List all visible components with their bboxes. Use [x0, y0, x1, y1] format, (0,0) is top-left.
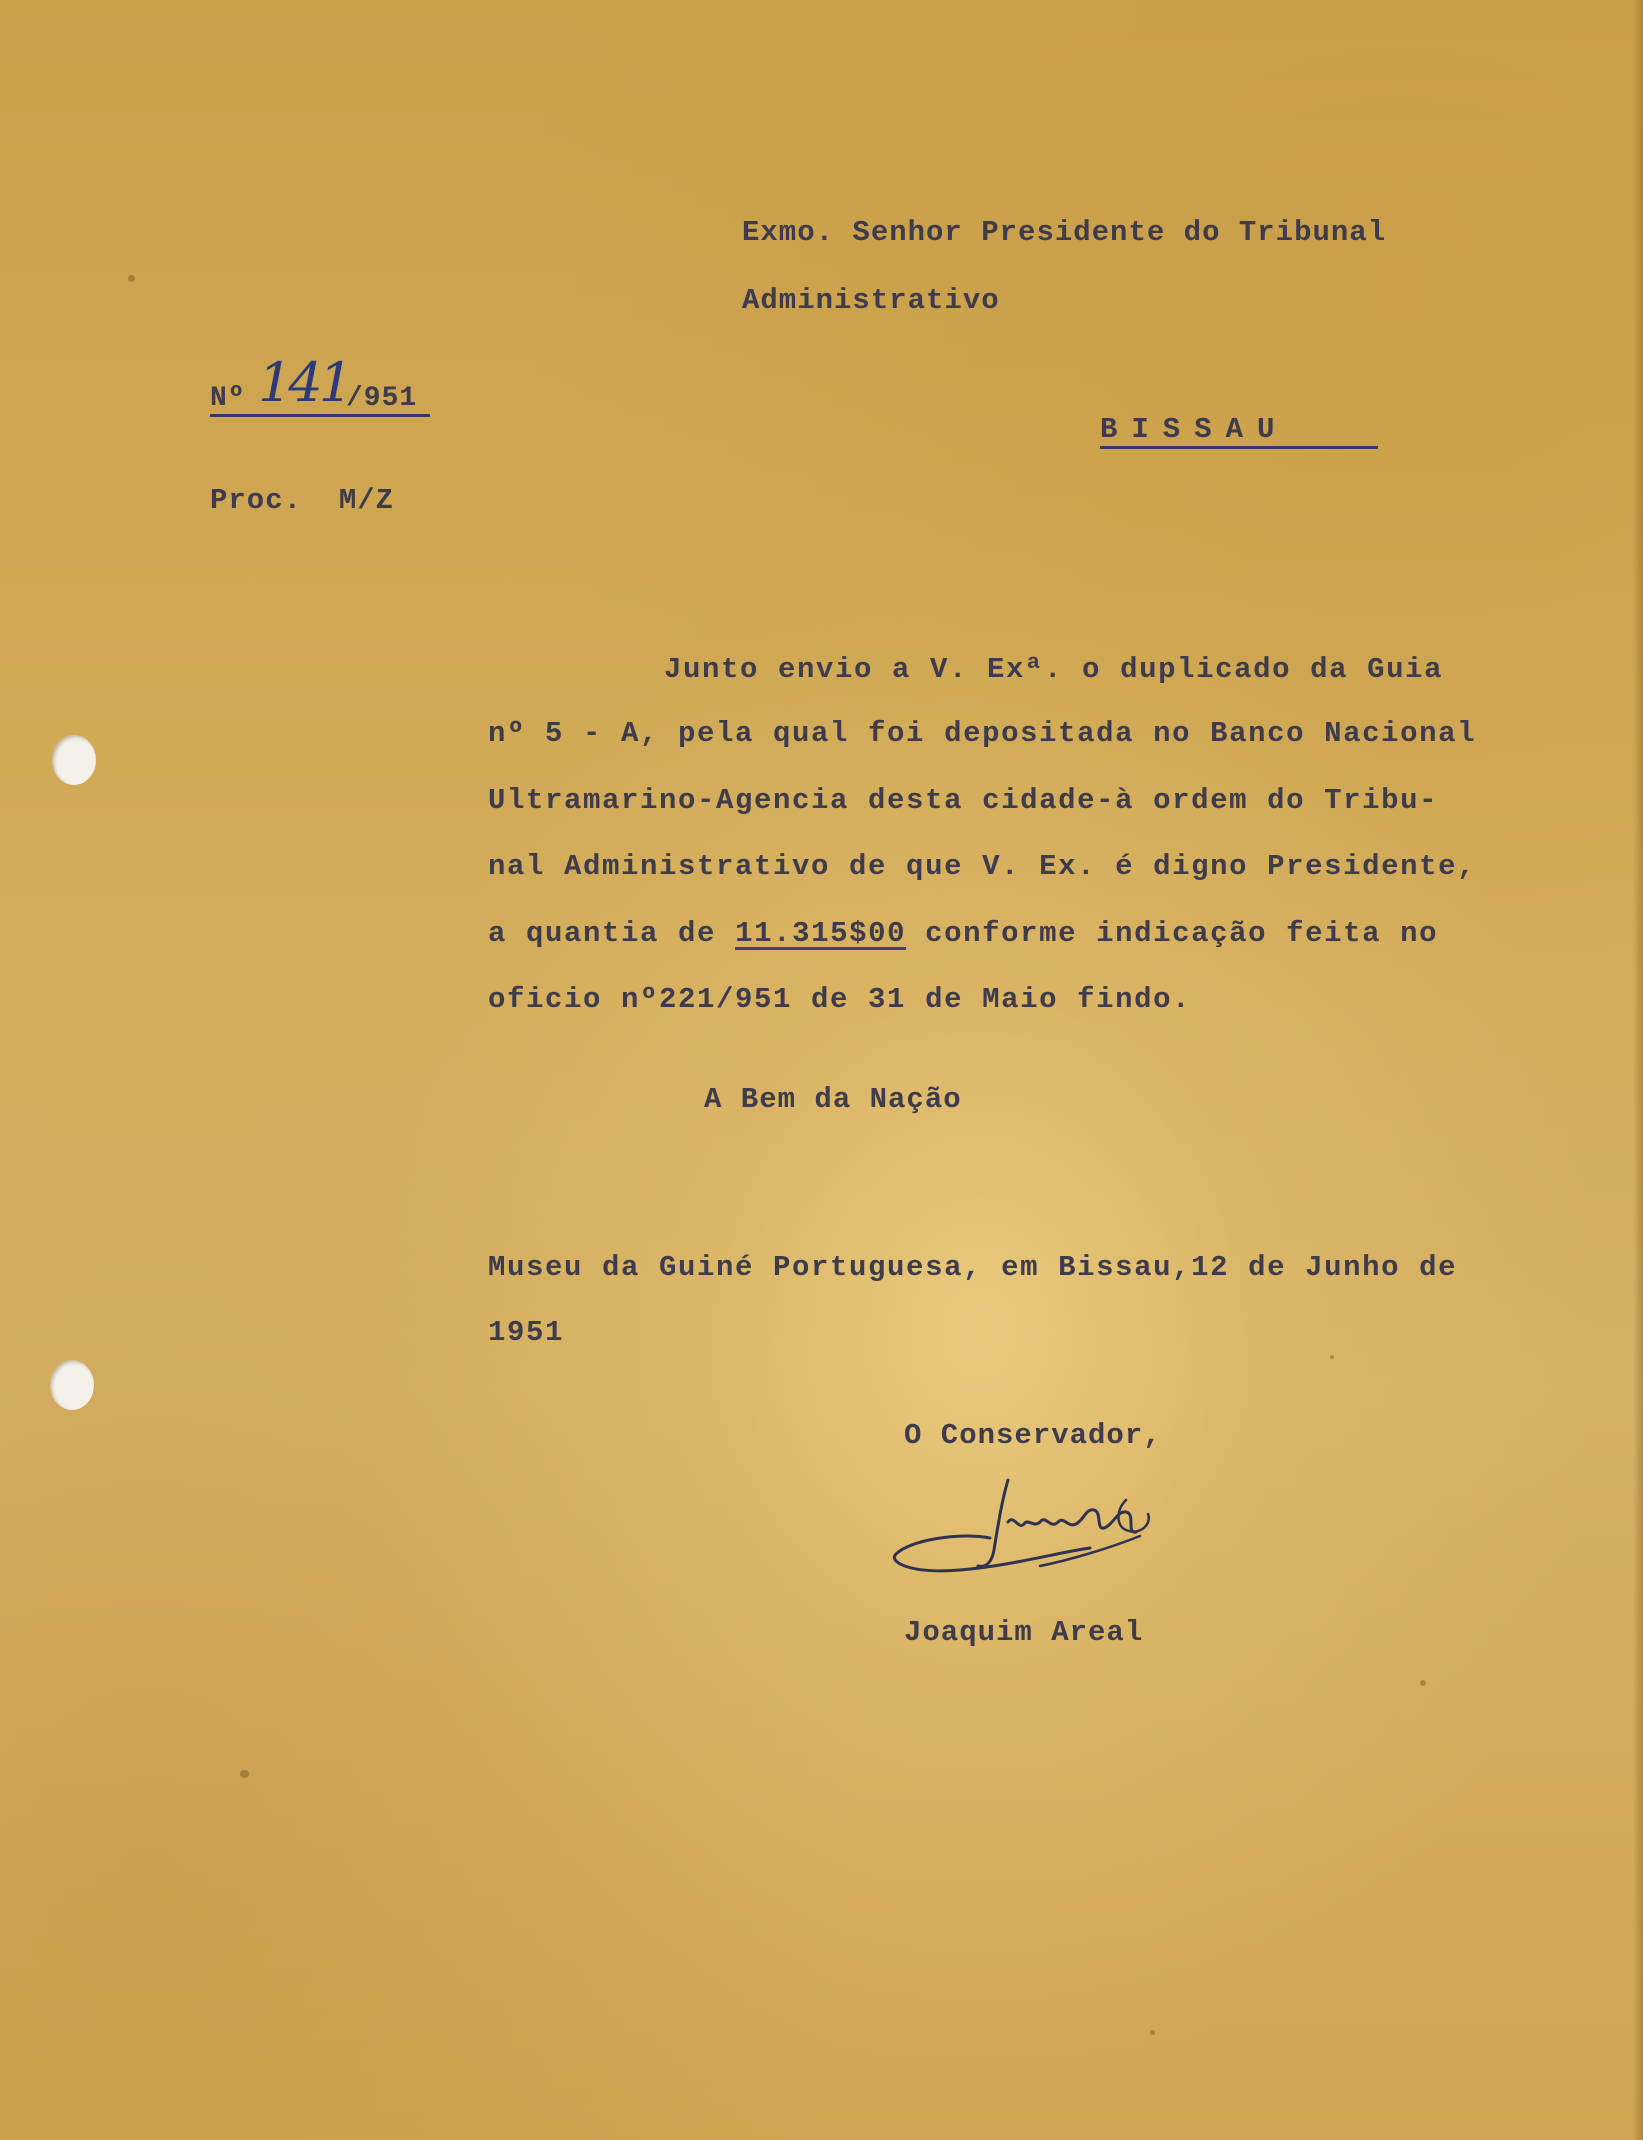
addressee-line-2: Administrativo — [742, 284, 1000, 317]
reference-underline — [210, 414, 430, 417]
punch-hole-top — [52, 735, 96, 785]
reference-prefix: Nº — [210, 383, 246, 414]
paper-speck — [1420, 1680, 1426, 1686]
place-date-line-2: 1951 — [488, 1316, 565, 1349]
place-date-line-1: Museu da Guiné Portuguesa, em Bissau,12 de Junho de — [488, 1251, 1458, 1284]
paper-speck — [1330, 1355, 1334, 1359]
process-reference: Proc. M/Z — [210, 484, 395, 517]
body-line-2: nº 5 - A, pela qual foi depositada no Banco Nacional — [488, 717, 1477, 750]
body-line-5 — [488, 919, 1438, 948]
reference-handwritten-number: 141 — [258, 351, 350, 414]
signatory-title: O Conservador, — [904, 1419, 1162, 1452]
punch-hole-bottom — [50, 1360, 94, 1410]
body-line-5-end: conforme indicação feita no — [925, 917, 1439, 950]
paper-speck — [240, 1770, 249, 1778]
paper-edge-shadow — [1633, 0, 1643, 2140]
paper-speck — [1150, 2030, 1155, 2035]
reference-year: /951 — [346, 383, 418, 414]
closing-salutation: A Bem da Nação — [704, 1083, 962, 1116]
body-line-1: Junto envio a V. Exª. o duplicado da Guia — [664, 653, 1444, 686]
body-line-4: nal Administrativo de que V. Ex. é digno Presidente, — [488, 850, 1477, 883]
deposit-amount: 11.315$00 — [735, 917, 907, 950]
handwritten-signature — [890, 1470, 1210, 1590]
addressee-line-1: Exmo. Senhor Presidente do Tribunal — [742, 216, 1387, 249]
body-line-5-start: a quantia de — [488, 917, 717, 950]
destination-underline — [1100, 446, 1378, 449]
signatory-name: Joaquim Areal — [904, 1616, 1144, 1649]
body-line-6: oficio nº221/951 de 31 de Maio findo. — [488, 983, 1192, 1016]
destination: BISSAU — [1100, 413, 1289, 446]
body-line-3: Ultramarino-Agencia desta cidade-à ordem do Tribu- — [488, 784, 1439, 817]
paper-speck — [128, 275, 135, 282]
